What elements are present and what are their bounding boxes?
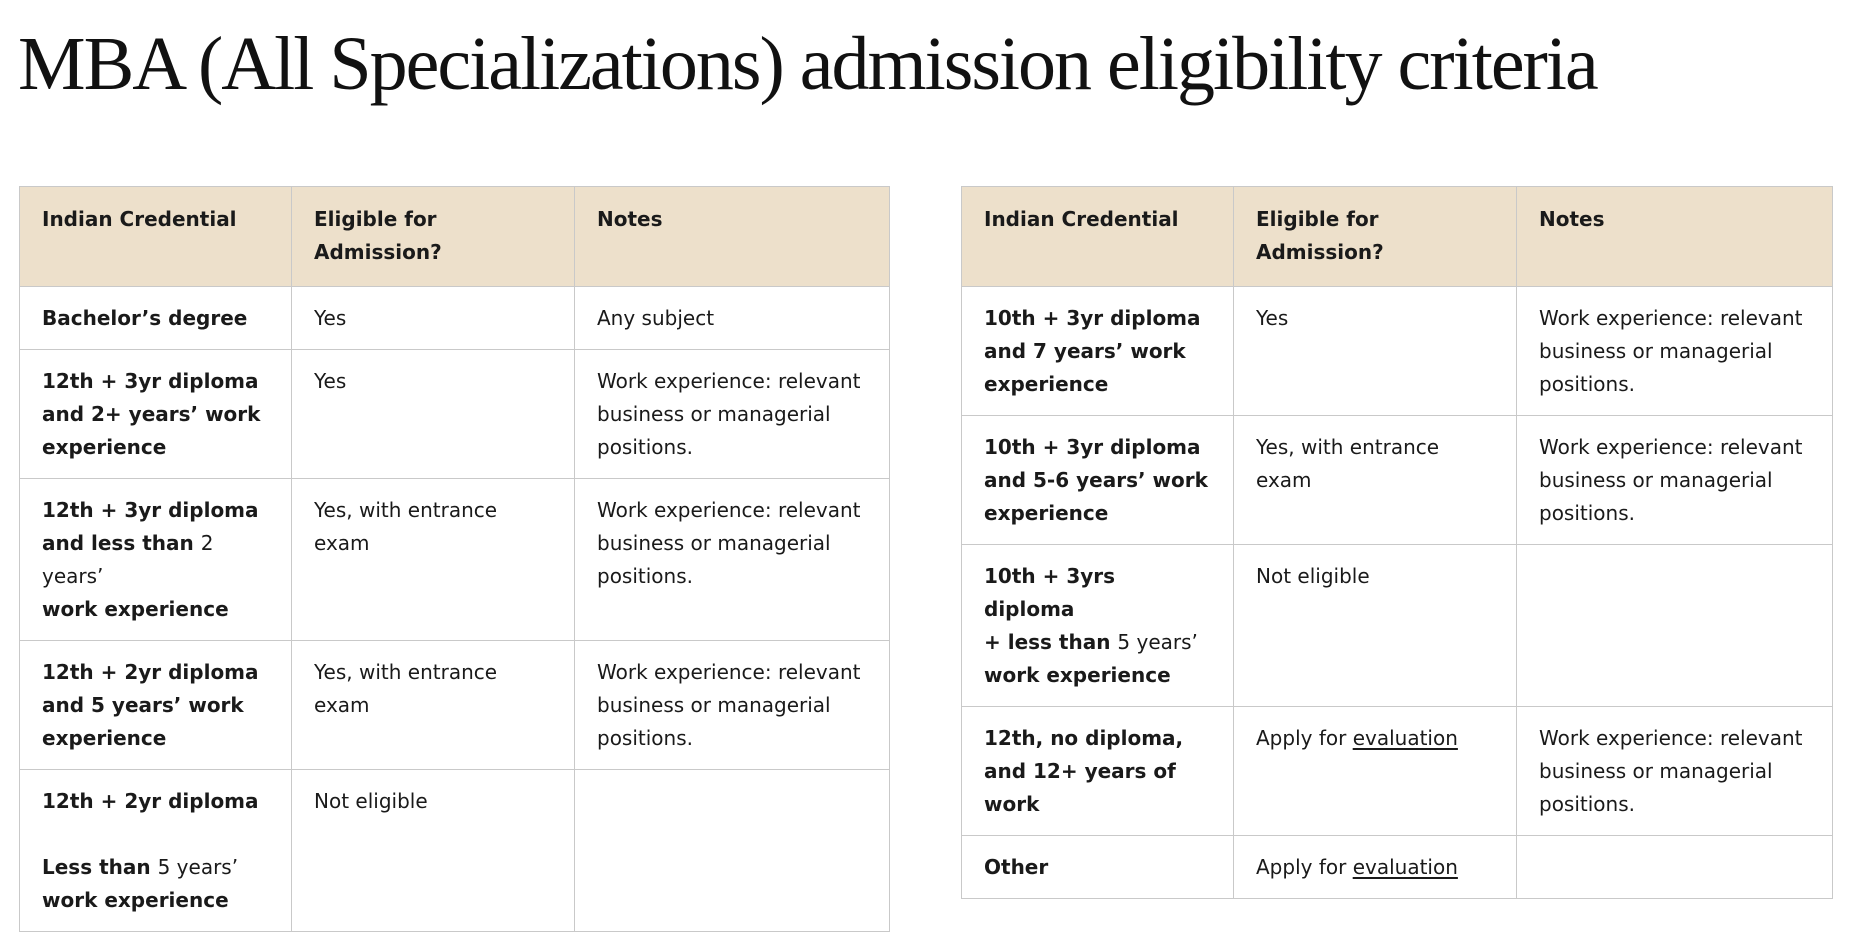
credential-cell: 12th + 3yr diploma and 2+ years’ work experience — [20, 350, 292, 479]
column-header-credential: Indian Credential — [962, 187, 1234, 287]
notes-cell — [575, 770, 890, 932]
table-row — [20, 641, 890, 770]
table-row — [20, 479, 890, 641]
credential-cell: 10th + 3yr diploma and 5-6 years’ work experience — [962, 416, 1234, 545]
eligibility-cell: Yes — [292, 350, 575, 479]
column-header-notes: Notes — [1517, 187, 1833, 287]
eligibility-cell: Apply for evaluation — [1234, 836, 1517, 899]
notes-cell — [1517, 836, 1833, 899]
eligibility-cell: Yes, with entrance exam — [1234, 416, 1517, 545]
table-row — [962, 545, 1833, 707]
credential-cell: 12th + 2yr diploma Less than 5 years’ work experience — [20, 770, 292, 932]
eligibility-cell: Not eligible — [292, 770, 575, 932]
eligibility-cell: Not eligible — [1234, 545, 1517, 707]
notes-cell — [1517, 545, 1833, 707]
evaluation-link[interactable]: evaluation — [1352, 726, 1458, 750]
credential-cell: 12th + 3yr diploma and less than 2 years’ work experience — [20, 479, 292, 641]
notes-cell: Work experience: relevant business or managerial positions. — [575, 350, 890, 479]
column-header-credential: Indian Credential — [20, 187, 292, 287]
notes-cell: Work experience: relevant business or managerial positions. — [575, 641, 890, 770]
table-row — [20, 770, 890, 932]
column-header-notes: Notes — [575, 187, 890, 287]
notes-cell: Work experience: relevant business or managerial positions. — [1517, 416, 1833, 545]
notes-cell: Work experience: relevant business or managerial positions. — [1517, 707, 1833, 836]
table-header-row — [20, 187, 890, 287]
column-header-eligible: Eligible for Admission? — [1234, 187, 1517, 287]
notes-cell: Work experience: relevant business or managerial positions. — [575, 479, 890, 641]
table-row — [962, 416, 1833, 545]
credential-cell: 12th, no diploma, and 12+ years of work — [962, 707, 1234, 836]
evaluation-link[interactable]: evaluation — [1352, 855, 1458, 879]
eligibility-table-right — [961, 186, 1833, 899]
eligibility-cell: Yes, with entrance exam — [292, 479, 575, 641]
eligibility-table-left — [19, 186, 890, 932]
column-header-eligible: Eligible for Admission? — [292, 187, 575, 287]
table-header-row — [962, 187, 1833, 287]
credential-cell: Other — [962, 836, 1234, 899]
notes-cell: Work experience: relevant business or managerial positions. — [1517, 287, 1833, 416]
credential-cell: 10th + 3yrs diploma + less than 5 years’ work experience — [962, 545, 1234, 707]
table-row — [962, 836, 1833, 899]
eligibility-cell: Yes — [292, 287, 575, 350]
eligibility-cell: Yes — [1234, 287, 1517, 416]
page-title: MBA (All Specializations) admission eligibility criteria — [18, 22, 1597, 106]
table-row — [962, 287, 1833, 416]
table-row — [20, 287, 890, 350]
eligibility-cell: Yes, with entrance exam — [292, 641, 575, 770]
credential-cell: 12th + 2yr diploma and 5 years’ work experience — [20, 641, 292, 770]
table-row — [962, 707, 1833, 836]
notes-cell: Any subject — [575, 287, 890, 350]
credential-cell: Bachelor’s degree — [20, 287, 292, 350]
table-row — [20, 350, 890, 479]
eligibility-cell: Apply for evaluation — [1234, 707, 1517, 836]
credential-cell: 10th + 3yr diploma and 7 years’ work experience — [962, 287, 1234, 416]
